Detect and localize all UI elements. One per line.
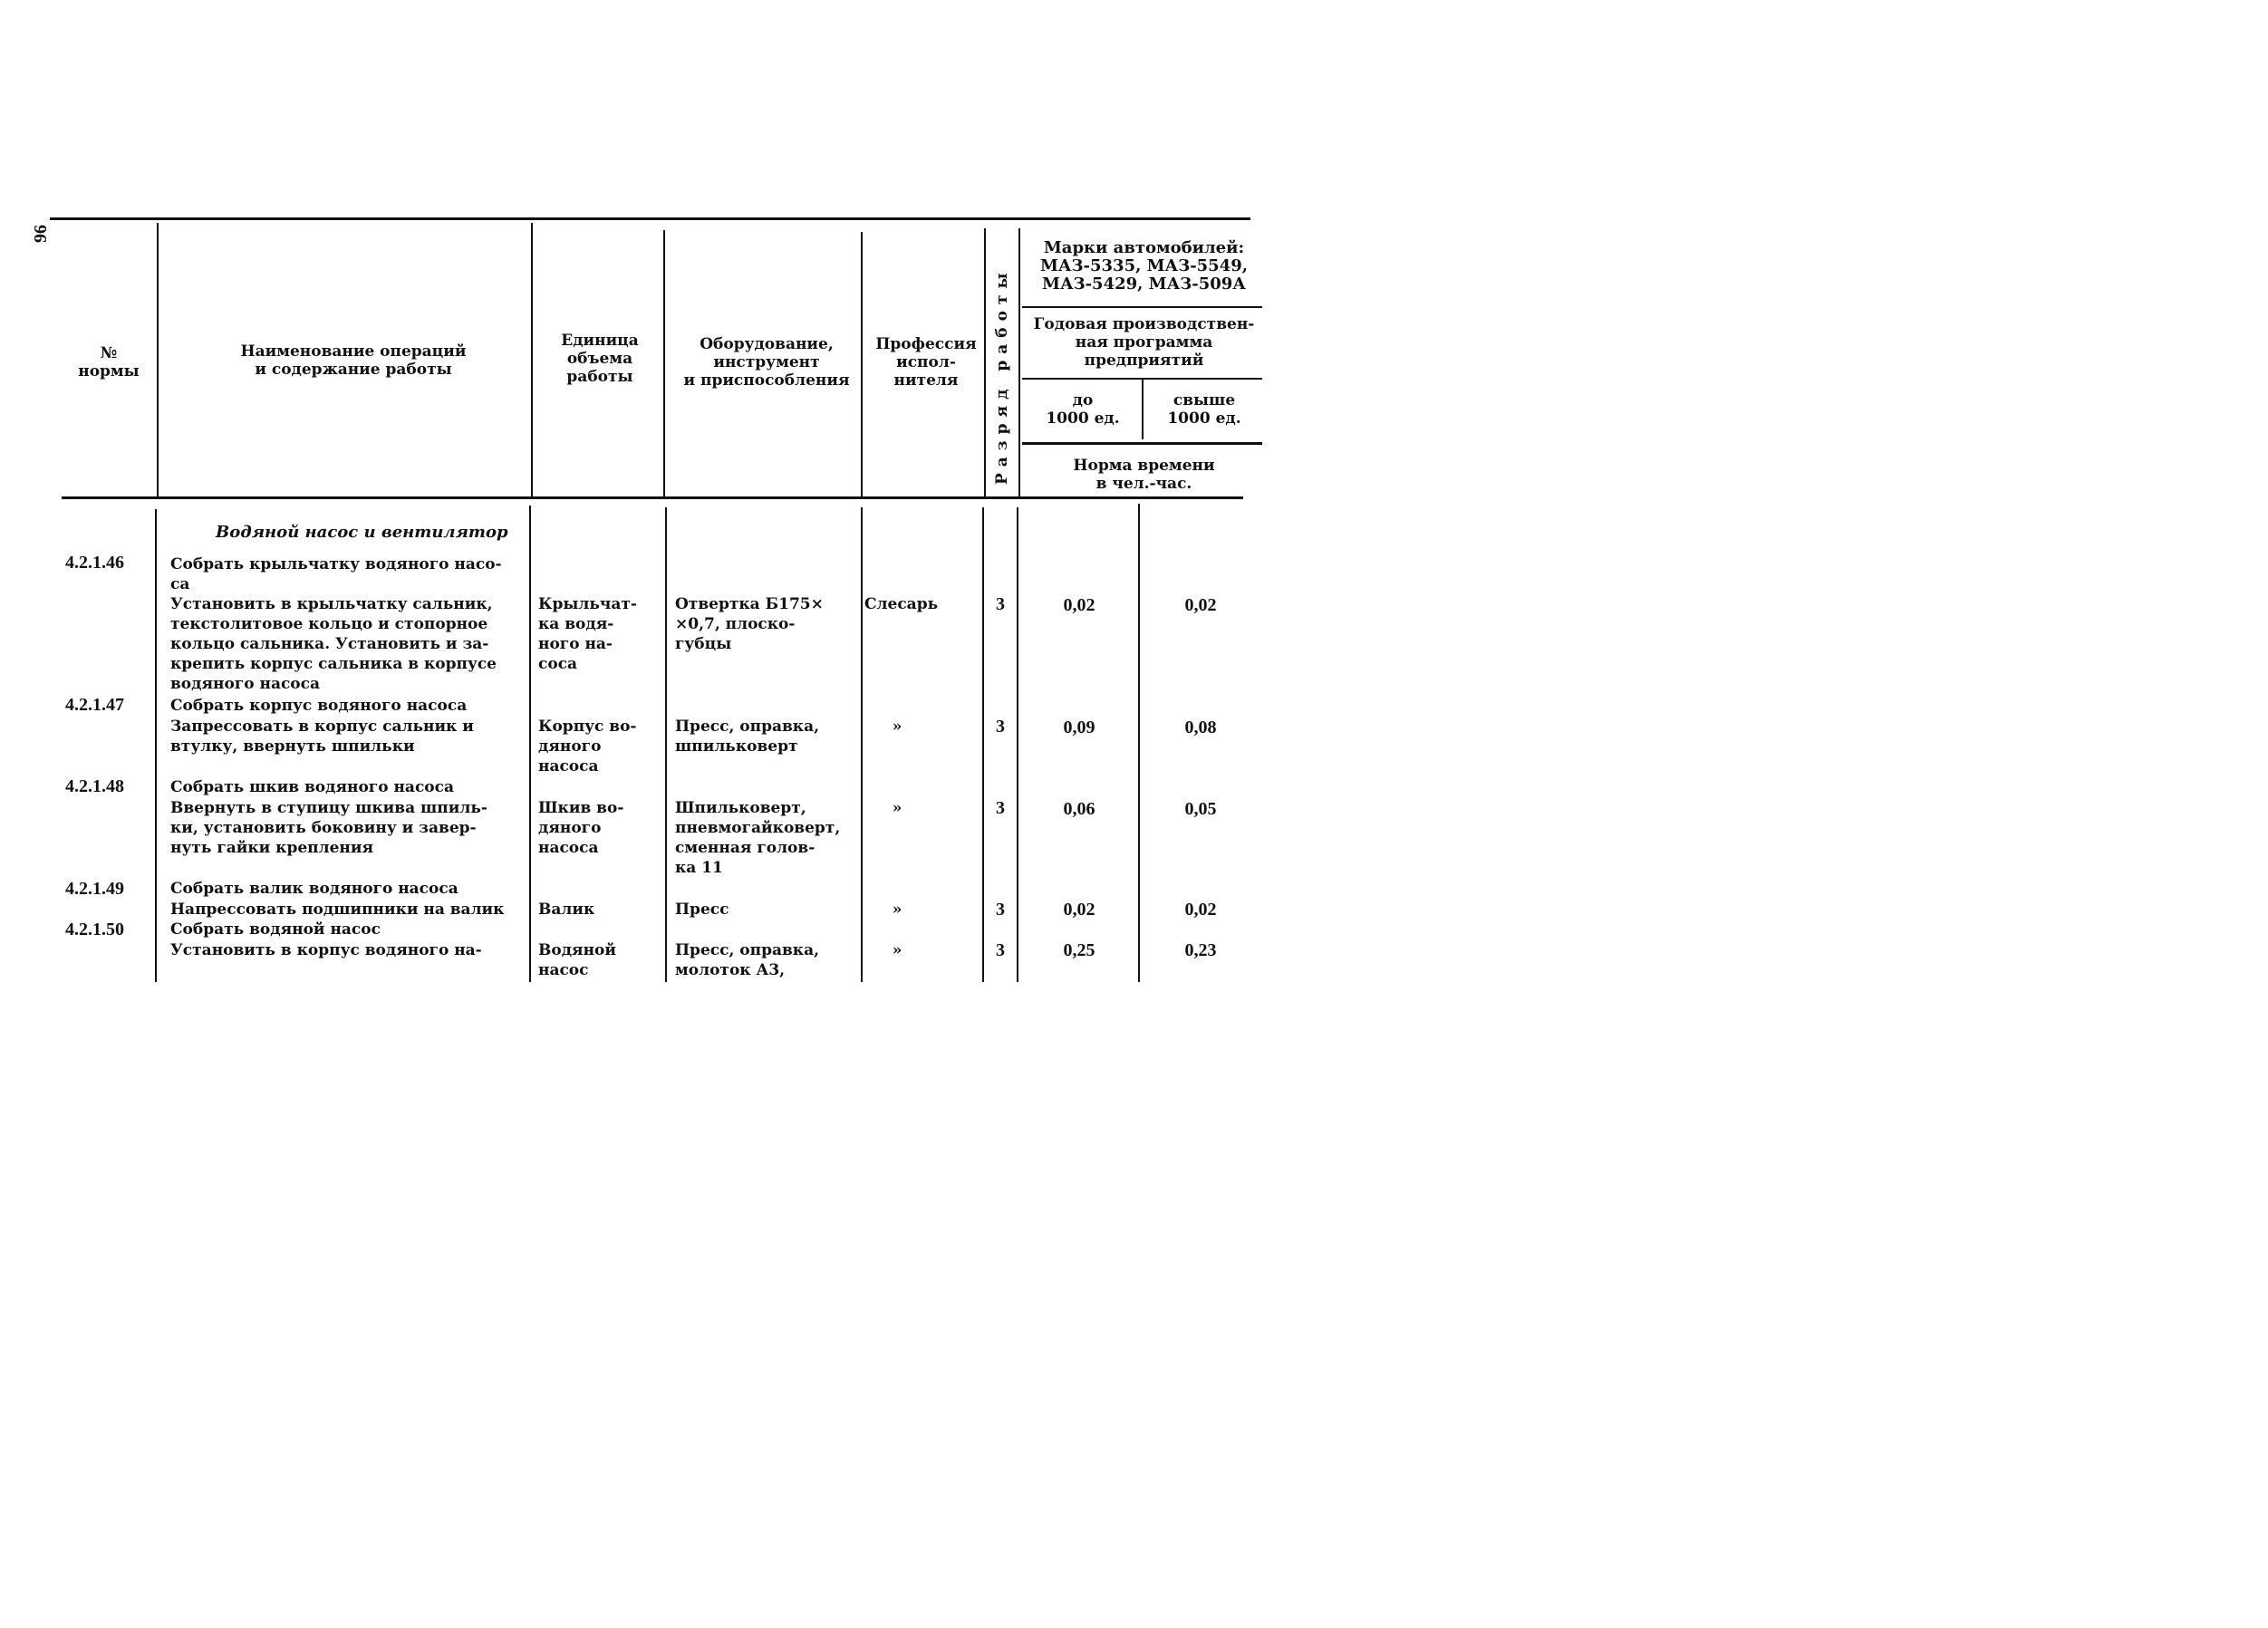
row-content: Запрессовать в корпус сальник и втулку, ввернуть шпильки [170,718,474,756]
row-title: Собрать шкив водяного насоса [170,778,454,796]
row-profession-ditto: » [892,799,902,817]
row-norm-up-to: 0,06 [1063,799,1095,819]
header-operation-name: Наименование операций и содержание работы [240,342,467,379]
row-number: 4.2.1.48 [65,776,124,796]
row-norm-up-to: 0,02 [1063,900,1095,920]
row-norm-over: 0,23 [1184,940,1217,960]
row-norm-up-to: 0,25 [1063,940,1095,960]
row-profession-ditto: » [892,718,902,736]
row-norm-over: 0,05 [1184,799,1217,819]
row-unit: Водяной насос [538,941,616,979]
row-grade: 3 [996,900,1005,920]
row-title: Собрать корпус водяного насоса [170,697,468,715]
row-unit: Крыльчат- ка водя- ного на- соса [538,595,637,673]
header-up-to: до 1000 ед. [1046,391,1120,428]
norm-divider [1022,442,1262,445]
row-content: Ввернуть в ступицу шкива шпиль- ки, установить боковину и завер- нуть гайки крепления [170,799,487,857]
row-unit: Корпус во- дяного насоса [538,718,637,775]
header-equipment: Оборудование, инструмент и приспособления [683,335,850,390]
table-top-rule [50,217,1250,220]
row-profession: Слесарь [864,595,939,613]
body-col-divider-3 [665,507,667,982]
row-number: 4.2.1.50 [65,920,124,939]
header-grade: Разряд работы [993,266,1011,485]
row-equipment: Пресс, оправка, молоток А3, [675,941,820,979]
brands-divider [1022,306,1262,308]
header-col-divider-1 [157,223,159,497]
section-title: Водяной насос и вентилятор [216,523,508,542]
row-norm-over: 0,02 [1184,900,1217,920]
header-unit: Единица объема работы [561,332,639,386]
body-col-divider-7 [1138,504,1140,982]
row-norm-up-to: 0,02 [1063,595,1095,615]
body-col-divider-2 [529,506,531,982]
header-over: свыше 1000 ед. [1167,391,1241,428]
row-title: Собрать водяной насос [170,920,381,939]
row-equipment: Пресс [675,901,729,919]
header-profession: Профессия испол- нителя [875,335,977,390]
row-profession-ditto: » [892,941,902,959]
row-title: Собрать крыльчатку водяного насо- са [170,555,502,593]
body-col-divider-6 [1017,507,1018,982]
page-number: 96 [31,225,51,243]
row-norm-up-to: 0,09 [1063,718,1095,737]
row-number: 4.2.1.46 [65,553,124,573]
body-col-divider-4 [861,507,863,982]
row-norm-over: 0,08 [1184,718,1217,737]
row-content: Напрессовать подшипники на валик [170,901,505,919]
header-col-divider-6 [1018,228,1020,497]
body-col-divider-5 [982,507,984,982]
body-col-divider-1 [155,509,157,982]
row-grade: 3 [996,594,1005,614]
row-content: Установить в корпус водяного на- [170,941,482,959]
row-profession-ditto: » [892,901,902,919]
row-unit: Шкив во- дяного насоса [538,799,624,857]
row-number: 4.2.1.49 [65,879,124,899]
row-grade: 3 [996,798,1005,818]
row-norm-over: 0,02 [1184,595,1217,615]
row-grade: 3 [996,940,1005,960]
header-norm: Норма времени в чел.-час. [1073,457,1215,493]
header-norm-split [1142,380,1144,439]
row-equipment: Шпильковерт, пневмогайковерт, сменная голов- ка 11 [675,799,841,877]
header-bottom-rule [62,496,1243,499]
row-equipment: Отвертка Б175× ×0,7, плоско- губцы [675,595,824,653]
row-content: Установить в крыльчатку сальник, текстолитовое кольцо и стопорное кольцо сальника. Установить и за- крепить корпус сальника в корпусе водяного насоса [170,595,497,693]
row-unit: Валик [538,901,595,919]
row-equipment: Пресс, оправка, шпильковерт [675,718,820,756]
header-program: Годовая производствен- ная программа предприятий [1033,315,1255,370]
header-brands: Марки автомобилей: МАЗ-5335, МАЗ-5549, МАЗ-5429, МАЗ-509А [1039,238,1249,294]
row-number: 4.2.1.47 [65,695,124,715]
header-number: № нормы [78,344,140,381]
header-col-divider-3 [663,230,665,497]
row-grade: 3 [996,717,1005,737]
row-title: Собрать валик водяного насоса [170,880,458,898]
